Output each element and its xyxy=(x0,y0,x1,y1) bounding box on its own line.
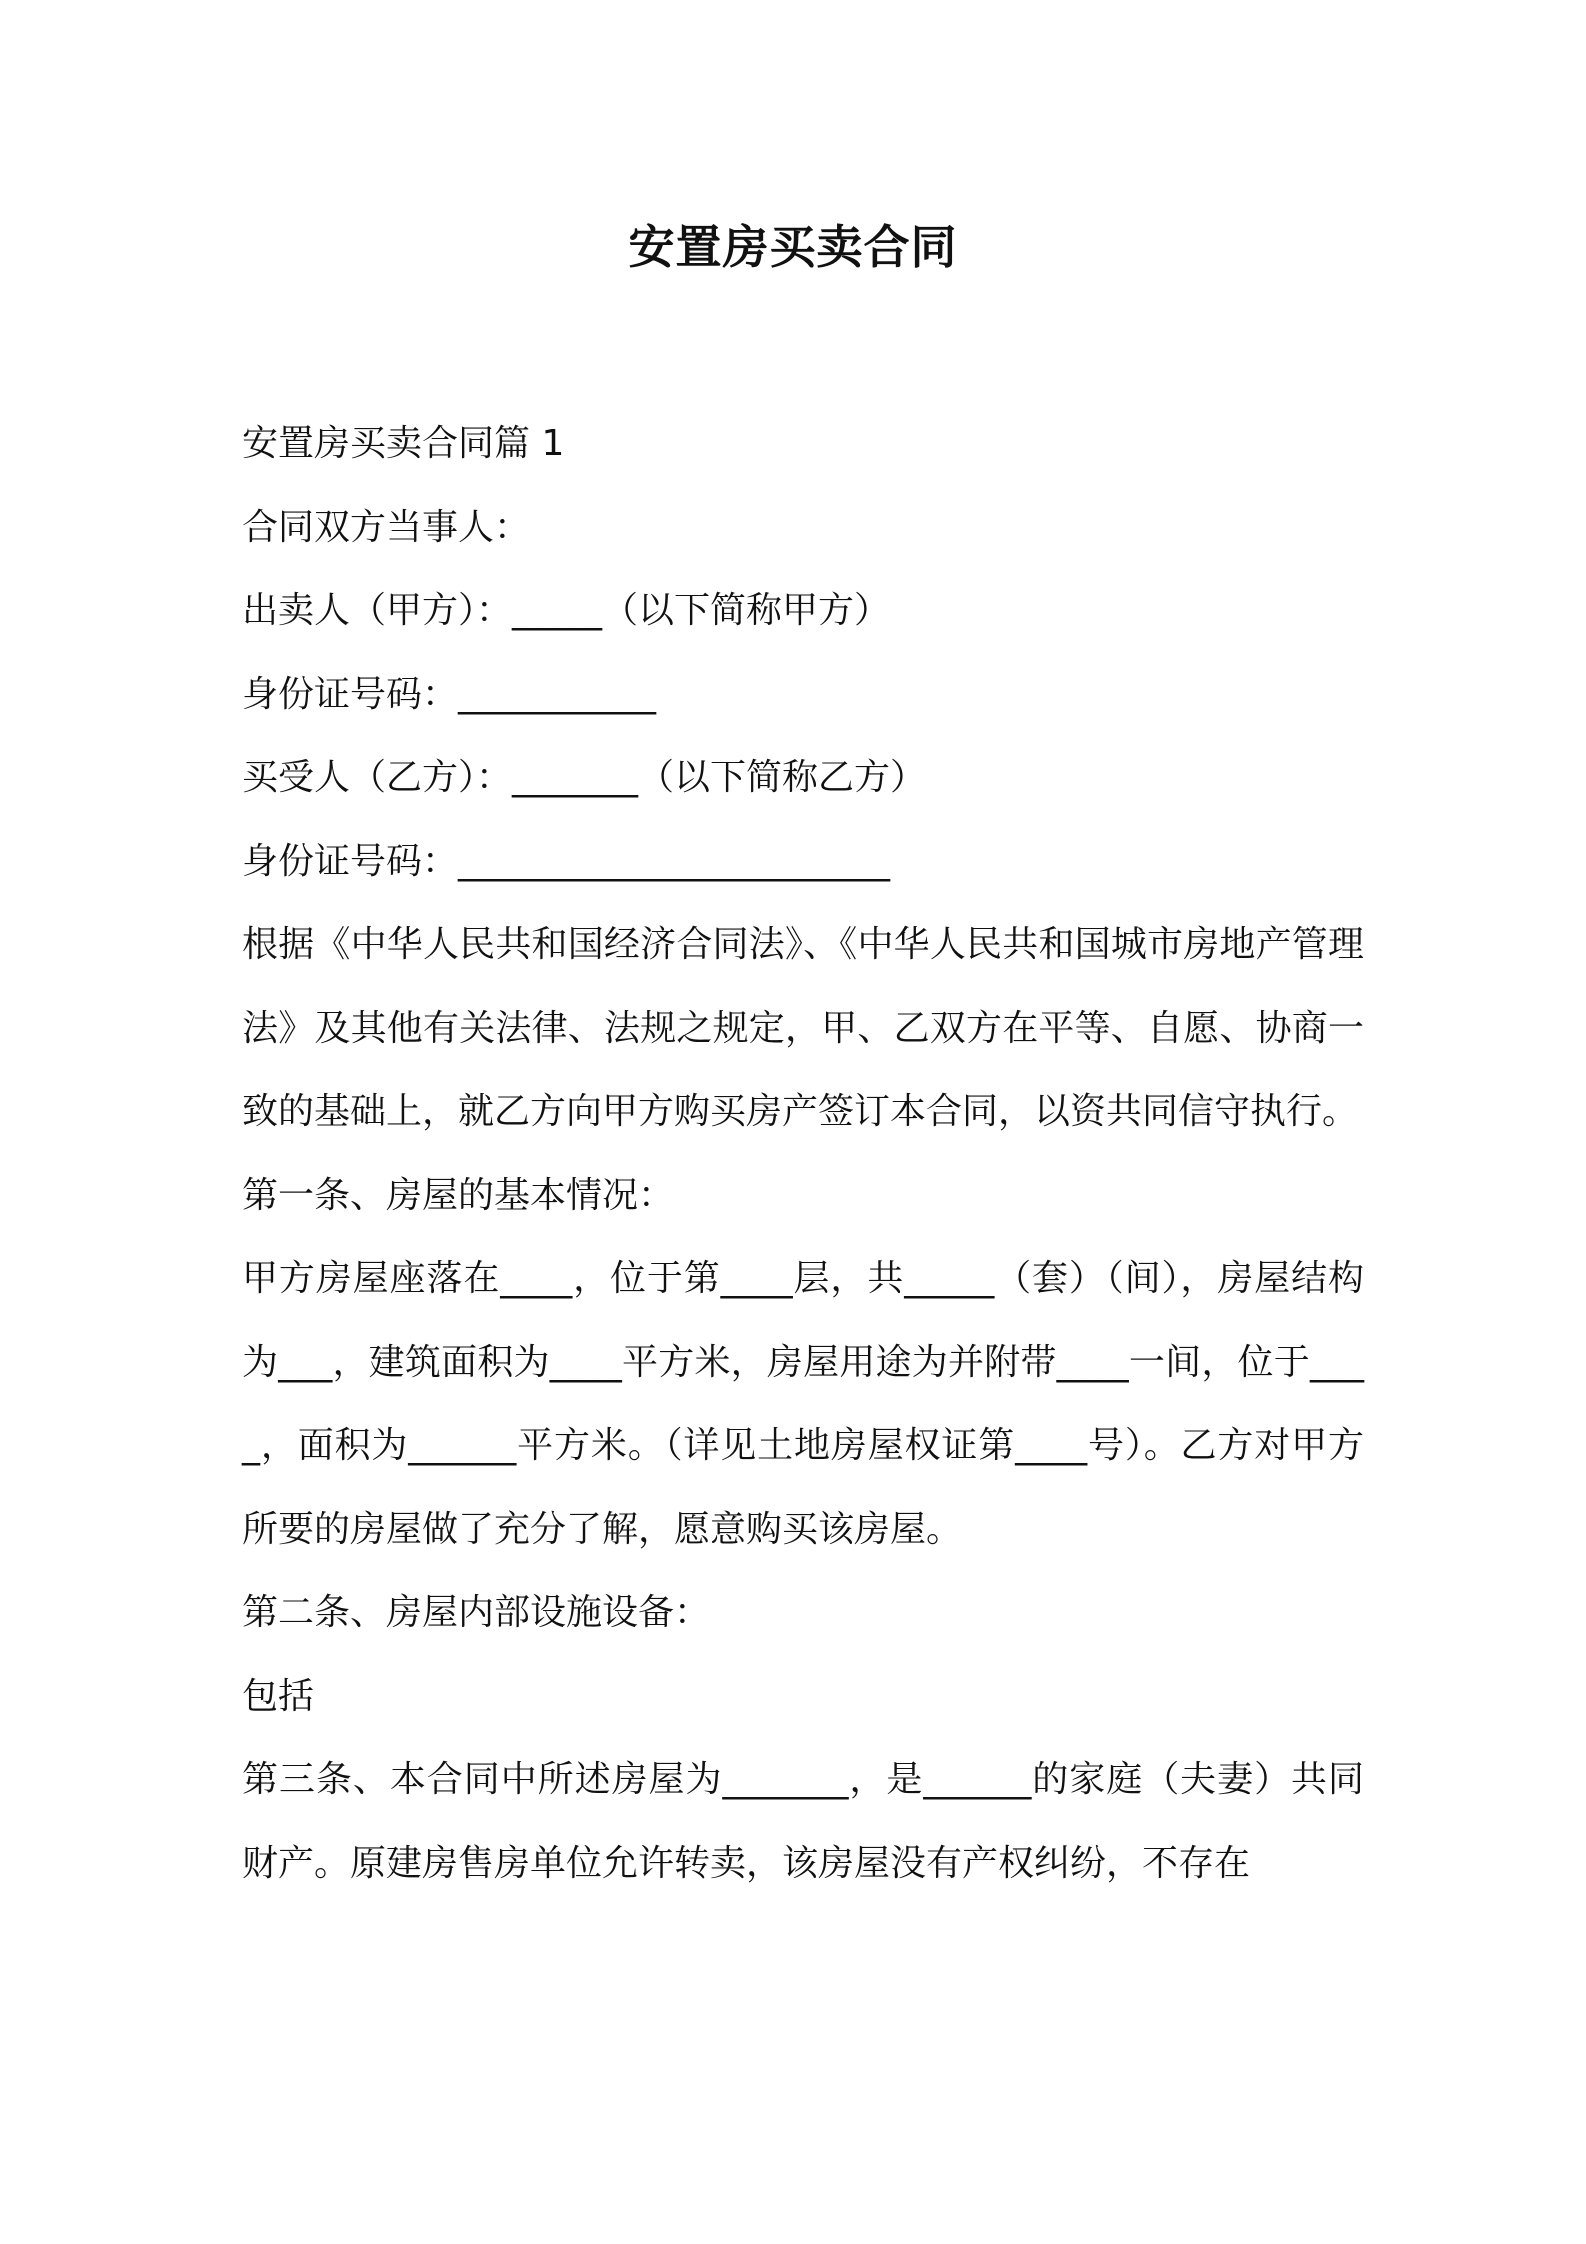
buyer-line: 买受人（乙方）：_______（以下简称乙方） xyxy=(242,757,927,798)
article-3-paragraph: 第三条、本合同中所述房屋为_______，是______的家庭（夫妻）共同财产。原建房售房单位允许转卖，该房屋没有产权纠纷，不存在 xyxy=(242,1759,1364,1884)
article-2-paragraph: 包括 xyxy=(242,1675,315,1717)
preamble-paragraph: 根据《中华人民共和国经济合同法》、《中华人民共和国城市房地产管理法》及其他有关法律、法规之规定，甲、乙双方在平等、自愿、协商一致的基础上，就乙方向甲方购买房产签订本合同，以资共同信守执行。 xyxy=(242,924,1364,1132)
parties-heading: 合同双方当事人： xyxy=(242,506,531,548)
seller-line: 出卖人（甲方）：_____（以下简称甲方） xyxy=(242,590,891,631)
seller-id-line: 身份证号码：___________ xyxy=(242,673,657,715)
document-title: 安置房买卖合同 xyxy=(628,220,958,274)
document-body xyxy=(242,402,1364,1905)
article-1-paragraph: 甲方房屋座落在____，位于第____层，共_____（套）（间），房屋结构为___，建筑面积为____平方米，房屋用途为并附带____一间，位于____，面积为______平方米。（详见土地房屋权证第____号）。乙方对甲方所要的房屋做了充分了解，愿意购买该房屋。 xyxy=(242,1258,1364,1550)
buyer-id-line: 身份证号码：________________________ xyxy=(242,840,891,882)
article-2-heading: 第二条、房屋内部设施设备： xyxy=(242,1592,711,1633)
article-1-heading: 第一条、房屋的基本情况： xyxy=(242,1174,675,1216)
section-heading: 安置房买卖合同篇 1 xyxy=(242,423,565,464)
